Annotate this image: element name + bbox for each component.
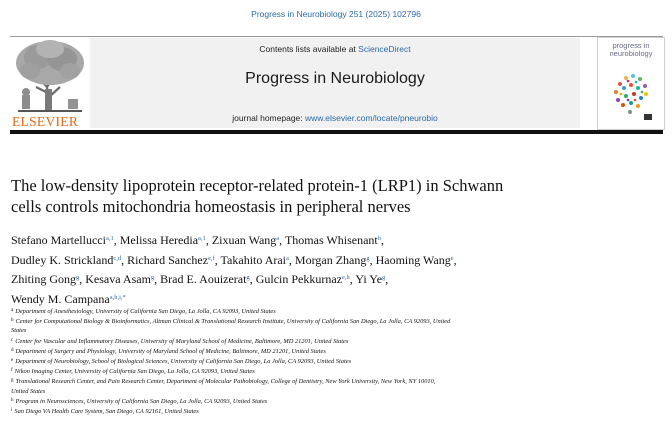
author-affil-marker[interactable]: g bbox=[382, 274, 386, 281]
contents-prefix: Contents lists available at bbox=[259, 44, 359, 54]
journal-citation: Progress in Neurobiology 251 (2025) 102796 bbox=[251, 9, 421, 19]
header-bottom-rule bbox=[10, 130, 663, 134]
author-name[interactable]: Zhiting Gong bbox=[11, 272, 76, 286]
author-name[interactable]: Gulcin Pekkurnaz bbox=[255, 272, 343, 286]
author-affil-marker[interactable]: a,h,i,* bbox=[109, 293, 126, 301]
author-affil-marker[interactable]: a,1 bbox=[105, 235, 114, 242]
author-affil-marker[interactable]: a bbox=[276, 235, 280, 242]
cover-brain-graphic bbox=[606, 64, 656, 124]
author-affil-marker[interactable]: e,h bbox=[342, 274, 350, 281]
author-name[interactable]: Zixuan Wang bbox=[211, 233, 277, 247]
contents-available-line bbox=[90, 44, 580, 54]
journal-homepage-link[interactable]: www.elsevier.com/locate/pneurobio bbox=[305, 113, 438, 123]
author-line-1: Stefano Martellucci$^{a,1}$, Melissa Heredia$^{a,1}$, Zixuan Wang$^a$, Thomas Whisenant$^b$, bbox=[11, 233, 384, 247]
author-name[interactable]: Wendy M. Campana bbox=[11, 291, 110, 306]
author-line-3: Zhiting Gong$^g$, Kesava Asam$^g$, Brad E. Aouizerat$^g$, Gulcin Pekkurnaz$^{e,h}$, Yi Ye$^g$, bbox=[11, 272, 389, 286]
author-affil-marker[interactable]: g bbox=[366, 254, 370, 262]
author-affil-marker[interactable]: e bbox=[450, 254, 454, 262]
author-name[interactable]: Takahito Arai bbox=[220, 252, 287, 267]
journal-homepage-line bbox=[90, 113, 580, 123]
affiliation-item: $^e$ Department of Neurobiology, School of Biological Sciences, University of California San Diego, La Jolla, CA 92093, United States bbox=[11, 358, 352, 366]
author-affil-marker[interactable]: g bbox=[246, 274, 250, 281]
author-name[interactable]: Haoming Wang bbox=[375, 252, 451, 267]
author-name[interactable]: Yi Ye bbox=[355, 272, 383, 286]
author-name[interactable]: Stefano Martellucci bbox=[11, 233, 106, 247]
author-name[interactable]: Brad E. Aouizerat bbox=[160, 272, 247, 286]
author-name[interactable]: Dudley K. Strickland bbox=[11, 252, 114, 267]
affiliation-item: $^f$ Nikon Imaging Center, University of California San Diego, La Jolla, CA 92093, United States bbox=[11, 368, 255, 376]
affiliation-item-continued: United States bbox=[11, 387, 46, 395]
cover-title: progress in neurobiology bbox=[609, 41, 653, 58]
author-list bbox=[11, 230, 601, 308]
author-name[interactable]: Morgan Zhang bbox=[294, 252, 367, 267]
affiliation-item: $^h$ Program in Neurosciences, University of California San Diego, La Jolla, CA 92093, United States bbox=[11, 397, 268, 405]
author-name[interactable]: Richard Sanchez bbox=[127, 252, 209, 267]
affiliation-item: $^d$ Department of Surgery and Physiology, University of Maryland School of Medicine, Baltimore, MD 21201, United States bbox=[11, 347, 326, 355]
author-affil-marker[interactable]: e,f bbox=[208, 254, 215, 262]
affiliation-item: $^g$ Translational Research Center, and Pain Research Center, Department of Molecular Pathobiology, College of Dentistry, New York University, New York, NY 10010, bbox=[11, 378, 436, 386]
publisher-wordmark: ELSEVIER bbox=[12, 114, 79, 129]
author-affil-marker[interactable]: g bbox=[76, 274, 80, 281]
article-title-line-2: cells controls mitochondria homeostasis in peripheral nerves bbox=[11, 197, 411, 216]
author-line-2: Dudley K. Strickland$^{c,d}$, Richard Sanchez$^{e,f}$, Takahito Arai$^a$, Morgan Zhang$^g$, Haoming Wang$^e$, bbox=[11, 252, 457, 267]
article-title bbox=[11, 175, 601, 217]
affiliation-item: $^b$ Center for Computational Biology & Bioinformatics, Altman Clinical & Translational Research Institute, University of California San Diego, La Jolla, CA 92093, United bbox=[11, 318, 451, 326]
header-top-rule bbox=[10, 36, 663, 37]
author-affil-marker[interactable]: g bbox=[150, 274, 155, 281]
homepage-prefix: journal homepage: bbox=[232, 113, 305, 123]
affiliation-item: $^a$ Department of Anesthesiology, University of California San Diego, La Jolla, CA 92093, United States bbox=[11, 308, 276, 315]
author-name[interactable]: Thomas Whisenant bbox=[284, 233, 378, 247]
author-affil-marker[interactable]: c,d bbox=[113, 254, 122, 262]
journal-title: Progress in Neurobiology bbox=[245, 70, 425, 87]
author-affil-marker[interactable]: b bbox=[377, 235, 381, 242]
author-affil-marker[interactable]: a,1 bbox=[198, 235, 206, 242]
affiliation-list bbox=[11, 306, 611, 416]
sciencedirect-link[interactable]: ScienceDirect bbox=[358, 44, 411, 54]
affiliation-item: $^i$ San Diego VA Health Care System, San Diego, CA 92161, United States bbox=[11, 408, 199, 416]
author-name[interactable]: Kesava Asam bbox=[85, 272, 151, 286]
affiliation-item: $^c$ Center for Vascular and Inflammatory Diseases, University of Maryland School of Medicine, Baltimore, MD 21201, United States bbox=[11, 337, 349, 345]
journal-cover bbox=[597, 37, 665, 130]
author-name[interactable]: Melissa Heredia bbox=[119, 233, 199, 247]
affiliation-item-continued: States bbox=[11, 327, 27, 335]
author-affil-marker[interactable]: a bbox=[286, 254, 289, 262]
article-title-line-1: The low-density lipoprotein receptor-related protein-1 (LRP1) in Schwann bbox=[11, 176, 504, 195]
